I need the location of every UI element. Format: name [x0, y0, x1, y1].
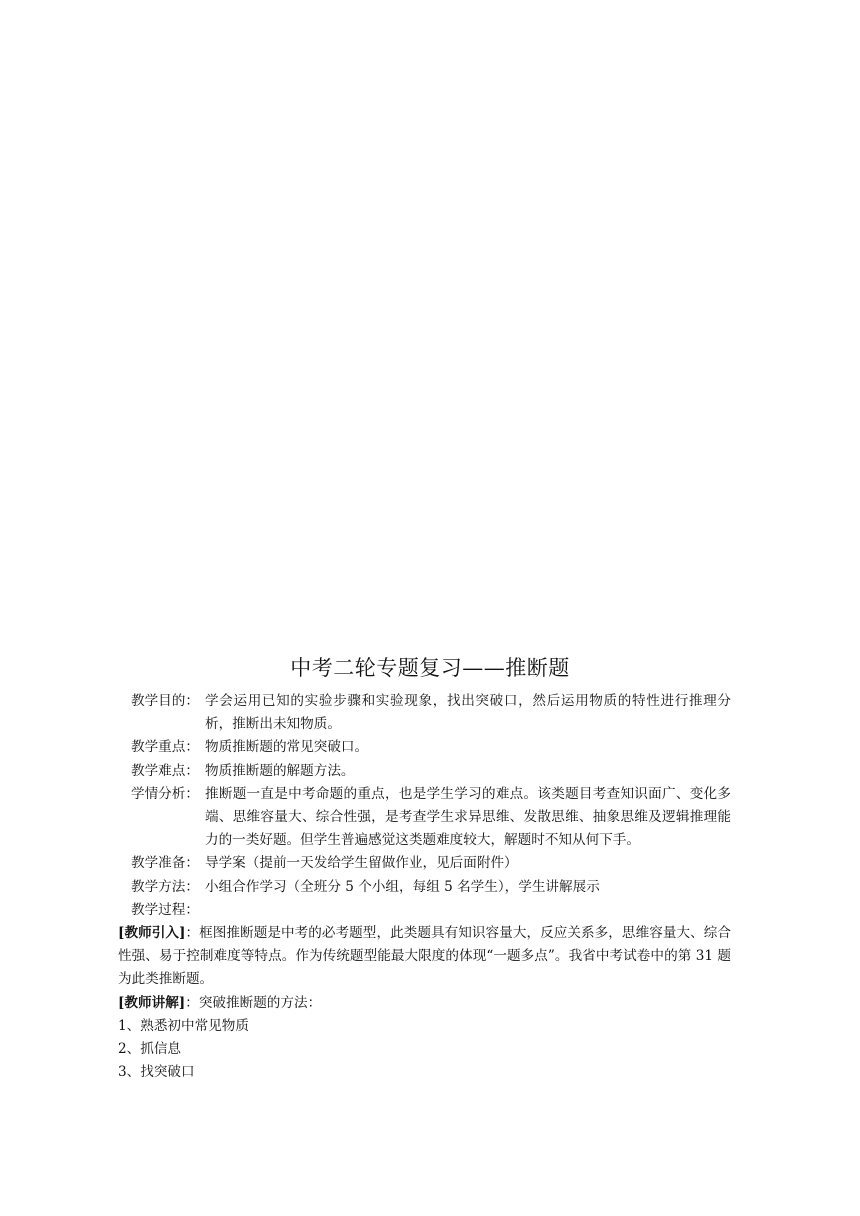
field-label: 教学重点：	[131, 739, 199, 756]
field-value: 物质推断题的解题方法。	[205, 762, 355, 779]
field-value: 学会运用已知的实验步骤和实验现象，找出突破口，然后运用物质的特性进行推理分析，推断出未知物质。	[205, 693, 731, 733]
field-label: 教学准备：	[131, 855, 199, 872]
field-teaching-objective	[131, 690, 731, 736]
teacher-intro-text: ：框图推断题是中考的必考题型，此类题具有知识容量大，反应关系多，思维容量大、综合性强、易于控制难度等特点。作为传统题型能最大限度的体现“一题多点”。我省中考试卷中的第 31 题为此类推断题。	[118, 925, 731, 988]
field-label: 教学目的：	[131, 693, 199, 709]
field-value: 物质推断题的常见突破口。	[205, 739, 369, 756]
field-label: 教学难点：	[131, 762, 199, 779]
lesson-plan-body	[118, 690, 731, 1084]
field-key-points	[131, 736, 731, 759]
field-value: 推断题一直是中考命题的重点，也是学生学习的难点。该类题目考查知识面广、变化多端、思维容量大、综合性强，是考查学生求异思维、发散思维、抽象思维及逻辑推理能力的一类好题。但学生普遍感觉这类题难度较大，解题时不知从何下手。	[205, 785, 731, 849]
list-item: 3、找突破口	[118, 1064, 195, 1081]
list-item: 2、抓信息	[118, 1041, 182, 1058]
teacher-intro-paragraph	[118, 922, 731, 992]
list-item: 1、熟悉初中常见物质	[118, 1017, 249, 1034]
page-title: 中考二轮专题复习——推断题	[290, 656, 570, 680]
field-teaching-method	[131, 876, 731, 899]
field-value: 导学案（提前一天发给学生留做作业，见后面附件）	[205, 855, 518, 872]
teaching-process-heading: 教学过程：	[131, 901, 199, 918]
teacher-lecture-paragraph	[118, 992, 731, 1015]
field-difficulties	[131, 760, 731, 783]
teacher-lecture-text: ：突破推断题的方法：	[185, 994, 322, 1011]
field-label: 教学方法：	[131, 878, 199, 895]
teacher-lecture-tag: [教师讲解]	[118, 994, 186, 1011]
field-value: 小组合作学习（全班分 5 个小组，每组 5 名学生），学生讲解展示	[205, 878, 600, 895]
field-preparation	[131, 852, 731, 875]
teacher-intro-tag: [教师引入]	[118, 925, 186, 942]
field-learner-analysis	[131, 783, 731, 853]
field-label: 学情分析：	[131, 785, 199, 802]
